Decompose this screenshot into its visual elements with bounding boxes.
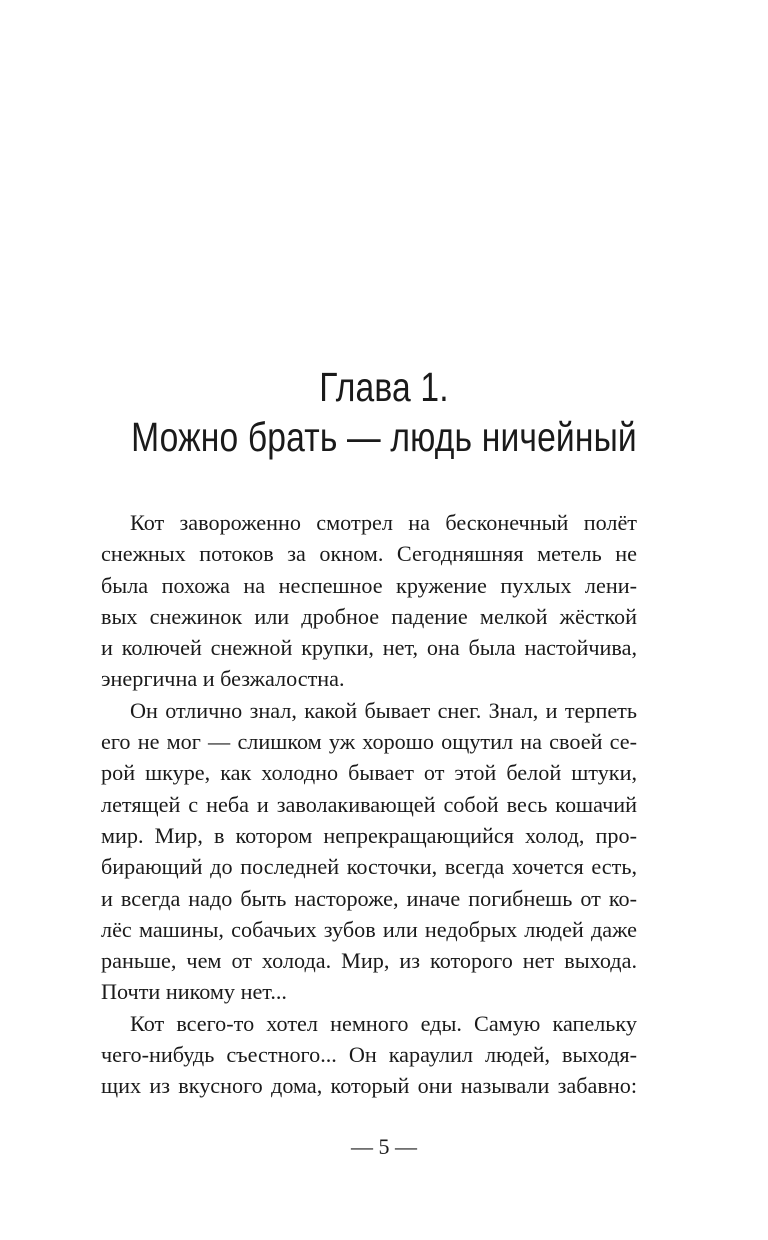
text-line: раньше, чем от холода. Мир, из которого нет выхода. bbox=[101, 948, 637, 974]
page-number: — 5 — bbox=[351, 1134, 417, 1159]
text-line: вых снежинок или дробное падение мелкой жёсткой bbox=[101, 603, 637, 629]
text-line: и всегда надо быть настороже, иначе погибнешь от ко- bbox=[101, 885, 637, 911]
text-line: чего-нибудь съестного... Он караулил людей, выходя- bbox=[101, 1042, 637, 1068]
text-line: щих из вкусного дома, который они называли забавно: bbox=[101, 1073, 637, 1099]
text-line: Кот всего-то хотел немного еды. Самую капельку bbox=[130, 1010, 637, 1036]
chapter-title-line-2: Можно брать — людь ничейный bbox=[131, 414, 637, 460]
text-line: его не мог — слишком уж хорошо ощутил на своей се- bbox=[101, 729, 637, 755]
text-line: мир. Мир, в котором непрекращающийся холод, про- bbox=[101, 822, 637, 848]
body-text bbox=[101, 507, 637, 1102]
text-line: Почти никому нет... bbox=[101, 979, 287, 1005]
text-line: снежных потоков за окном. Сегодняшняя метель не bbox=[101, 541, 637, 567]
text-line: летящей с неба и заволакивающей собой весь кошачий bbox=[101, 791, 637, 817]
chapter-title-line-1: Глава 1. bbox=[319, 364, 449, 410]
text-line: бирающий до последней косточки, всегда хочется есть, bbox=[101, 854, 637, 880]
text-line: лёс машины, собачьих зубов или недобрых людей даже bbox=[101, 916, 637, 942]
text-line: была похожа на неспешное кружение пухлых лени- bbox=[101, 572, 637, 598]
text-line: энергична и безжалостна. bbox=[101, 666, 345, 692]
text-line: Кот завороженно смотрел на бесконечный полёт bbox=[130, 510, 637, 535]
text-line: Он отлично знал, какой бывает снег. Знал, и терпеть bbox=[130, 697, 637, 723]
text-line: рой шкуре, как холодно бывает от этой белой штуки, bbox=[101, 760, 637, 786]
text-line: и колючей снежной крупки, нет, она была настойчива, bbox=[101, 635, 637, 661]
chapter-title bbox=[69, 362, 699, 462]
